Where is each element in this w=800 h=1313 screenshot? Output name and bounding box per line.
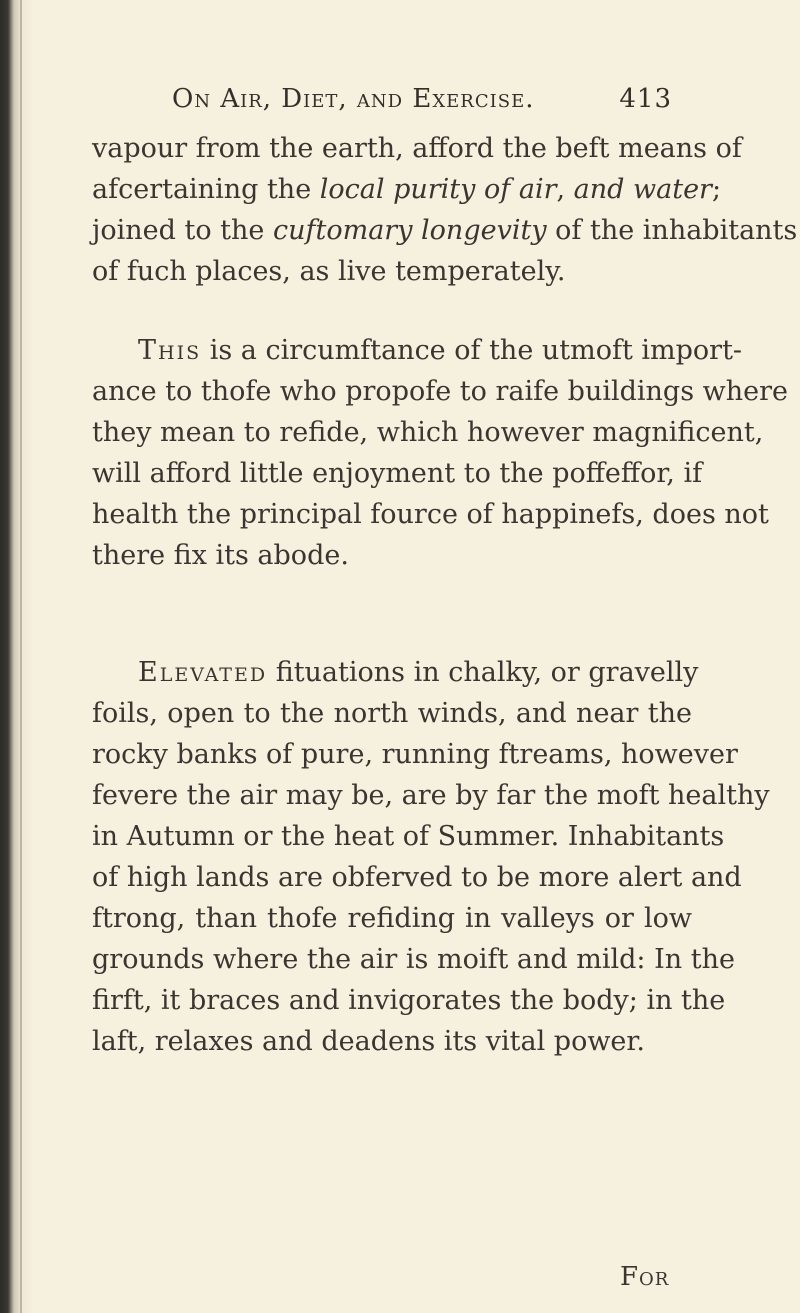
paragraph-3 [92,652,770,1062]
text-line: of fuch places, as live temperately. [92,256,566,287]
text-line: ance to thofe who propofe to raife buildings where [92,376,789,407]
text-line: grounds where the air is moift and mild: In the [92,944,735,975]
text-line: foils, open to the north winds, and near the [92,698,692,729]
text-line [92,652,699,693]
text-fragment: fituations in chalky, or gravelly [275,657,699,688]
text-line: they mean to refide, which however magnificent, [92,417,764,448]
page-number: 413 [619,84,672,114]
text-line: firft, it braces and invigorates the body; in the [92,985,726,1016]
italic-phrase: and water [573,174,712,205]
catchword: For [620,1262,670,1292]
text-line: of high lands are obferved to be more alert and [92,862,742,893]
paragraph-lead-word: Elevated [138,657,268,688]
running-title: On Air, Diet, and Exercise. [172,84,535,114]
paragraph-lead-word: This [138,335,202,366]
text-line: in Autumn or the heat of Summer. Inhabitants [92,821,725,852]
text-line [92,330,743,371]
text-line: health the principal fource of happinefs, does not [92,499,769,530]
text-line: afcertaining the local purity of air, and water; [92,174,722,205]
text-line: vapour from the earth, afford the beft means of [92,133,742,164]
text-line: there fix its abode. [92,540,349,571]
paragraph-1 [92,128,798,292]
text-line: joined to the cuftomary longevity of the inhabitants [92,215,798,246]
italic-phrase: local purity [319,174,476,205]
running-header [172,84,672,114]
text-fragment: is a circumftance of the utmoft import- [209,335,743,366]
italic-phrase: cuftomary longevity [272,215,547,246]
text-line: laft, relaxes and deadens its vital power. [92,1026,645,1057]
text-line: ftrong, than thofe refiding in valleys or low [92,903,692,934]
italic-phrase: of air [484,174,557,205]
text-line: rocky banks of pure, running ftreams, however [92,739,738,770]
text-line: will afford little enjoyment to the poffeffor, if [92,458,703,489]
text-line: fevere the air may be, are by far the moft healthy [92,780,770,811]
paragraph-2 [92,330,789,576]
